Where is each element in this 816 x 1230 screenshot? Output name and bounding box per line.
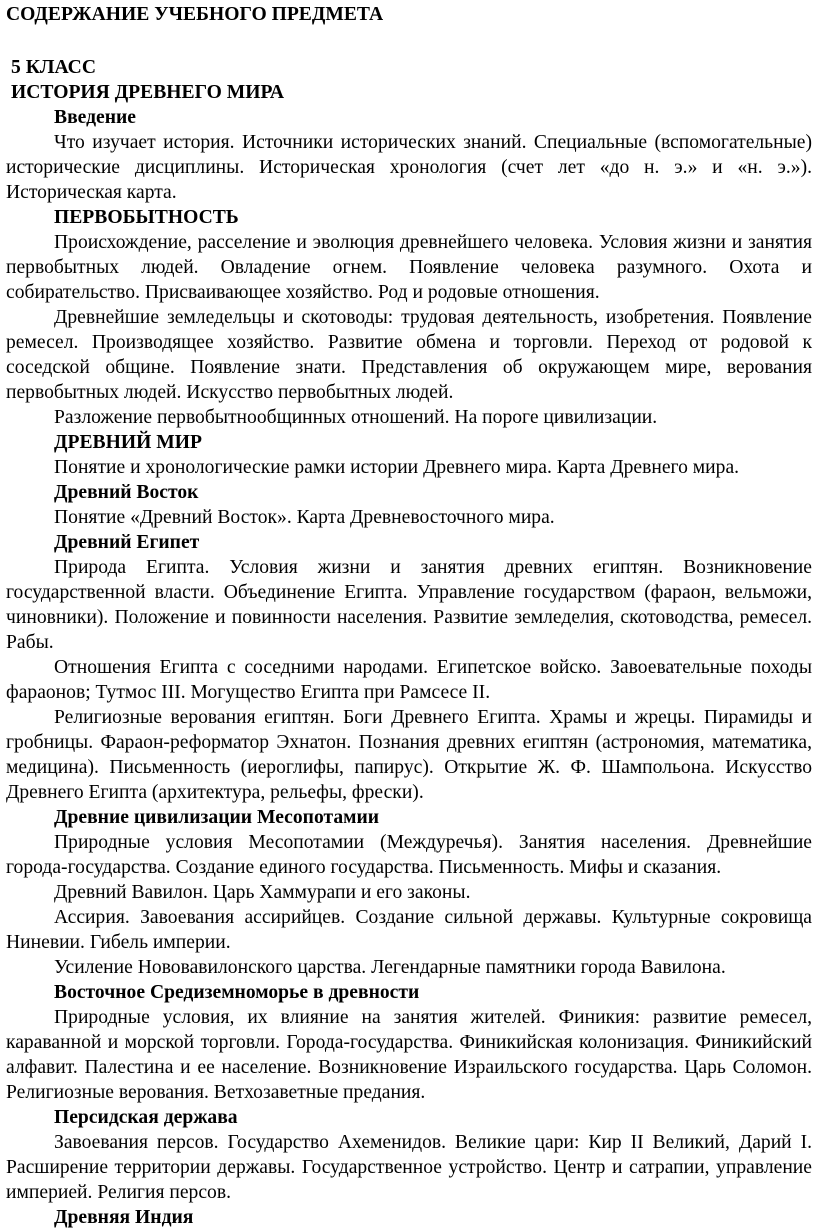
primitive-paragraph-1: Происхождение, расселение и эволюция древнейшего человека. Условия жизни и занятия первобытных людей. Овладение огнем. Появление человека разумного. Охота и собирательство. Присваивающее хозяйство. Род и родовые отношения. bbox=[6, 232, 812, 303]
intro-paragraph: Что изучает история. Источники исторических знаний. Специальные (вспомогательные) исторические дисциплины. Историческая хронология (счет лет «до н. э.» и «н. э.»). Историческая карта. bbox=[6, 132, 812, 203]
primitive-paragraph-2: Древнейшие земледельцы и скотоводы: трудовая деятельность, изобретения. Появление ремесел. Производящее хозяйство. Развитие обмена и торговли. Переход от родовой к соседской общине. Появление знати. Представления об окружающем мире, верования первобытных людей. Искусство первобытных людей. bbox=[6, 307, 812, 403]
india-heading: Древняя Индия bbox=[54, 1207, 194, 1228]
mesopotamia-paragraph-1: Природные условия Месопотамии (Междуречья). Занятия населения. Древнейшие города-государства. Создание единого государства. Письменность. Мифы и сказания. bbox=[6, 832, 812, 878]
ancient-world-paragraph: Понятие и хронологические рамки истории Древнего мира. Карта Древнего мира. bbox=[54, 457, 740, 478]
primitive-paragraph-3: Разложение первобытнообщинных отношений. На пороге цивилизации. bbox=[54, 407, 658, 428]
persia-heading: Персидская держава bbox=[54, 1107, 238, 1128]
blank-line bbox=[6, 28, 812, 55]
course-heading: ИСТОРИЯ ДРЕВНЕГО МИРА bbox=[11, 82, 285, 103]
mediterranean-heading: Восточное Средиземноморье в древности bbox=[54, 982, 420, 1003]
grade-heading: 5 КЛАСС bbox=[11, 57, 96, 78]
egypt-heading: Древний Египет bbox=[54, 532, 200, 553]
mesopotamia-heading: Древние цивилизации Месопотамии bbox=[54, 807, 380, 828]
document-title: СОДЕРЖАНИЕ УЧЕБНОГО ПРЕДМЕТА bbox=[6, 4, 384, 25]
egypt-paragraph-2: Отношения Египта с соседними народами. Египетское войско. Завоевательные походы фараонов; Тутмос III. Могущество Египта при Рамсесе II. bbox=[6, 657, 812, 703]
intro-heading: Введение bbox=[54, 107, 136, 128]
ancient-east-heading: Древний Восток bbox=[54, 482, 199, 503]
mesopotamia-paragraph-4: Усиление Нововавилонского царства. Легендарные памятники города Вавилона. bbox=[54, 957, 726, 978]
egypt-paragraph-1: Природа Египта. Условия жизни и занятия древних египтян. Возникновение государственной власти. Объединение Египта. Управление государством (фараон, вельможи, чиновники). Положение и повинности населения. Развитие земледелия, скотоводства, ремесел. Рабы. bbox=[6, 557, 812, 653]
primitive-heading: ПЕРВОБЫТНОСТЬ bbox=[54, 207, 239, 228]
egypt-paragraph-3: Религиозные верования египтян. Боги Древнего Египта. Храмы и жрецы. Пирамиды и гробницы. Фараон-реформатор Эхнатон. Познания древних египтян (астрономия, математика, медицина). Письменность (иероглифы, папирус). Открытие Ж. Ф. Шампольона. Искусство Древнего Египта (архитектура, рельефы, фрески). bbox=[6, 707, 812, 803]
ancient-east-paragraph: Понятие «Древний Восток». Карта Древневосточного мира. bbox=[54, 507, 555, 528]
ancient-world-heading: ДРЕВНИЙ МИР bbox=[54, 432, 202, 453]
mesopotamia-paragraph-3: Ассирия. Завоевания ассирийцев. Создание сильной державы. Культурные сокровища Ниневии. Гибель империи. bbox=[6, 907, 812, 953]
persia-paragraph: Завоевания персов. Государство Ахеменидов. Великие цари: Кир II Великий, Дарий I. Расширение территории державы. Государственное устройство. Центр и сатрапии, управление империей. Религия персов. bbox=[6, 1132, 812, 1203]
mediterranean-paragraph: Природные условия, их влияние на занятия жителей. Финикия: развитие ремесел, караванной и морской торговли. Города-государства. Финикийская колонизация. Финикийский алфавит. Палестина и ее население. Возникновение Израильского государства. Царь Соломон. Религиозные верования. Ветхозаветные предания. bbox=[6, 1007, 812, 1103]
mesopotamia-paragraph-2: Древний Вавилон. Царь Хаммурапи и его законы. bbox=[54, 882, 471, 903]
